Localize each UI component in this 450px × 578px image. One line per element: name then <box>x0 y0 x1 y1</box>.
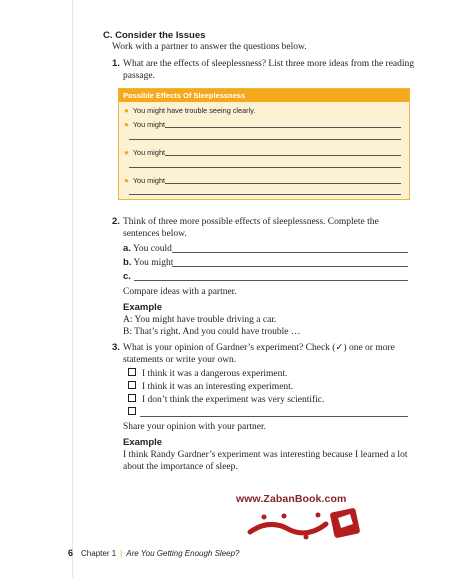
checkbox[interactable] <box>128 394 136 402</box>
effects-bullet-1 <box>124 106 255 115</box>
answer-b-label: b. <box>123 257 132 268</box>
answer-line[interactable] <box>129 194 401 195</box>
answer-line[interactable] <box>140 416 408 417</box>
effects-bullet-3 <box>124 148 165 157</box>
bullet-icon: ● <box>124 106 129 115</box>
bullet-icon: ● <box>124 148 129 157</box>
answer-a-label: a. <box>123 243 131 254</box>
question-1-number: 1. <box>112 58 120 69</box>
compare-instruction: Compare ideas with a partner. <box>123 287 237 297</box>
option-own[interactable] <box>128 407 142 419</box>
effects-bullet-2 <box>124 120 165 129</box>
option-3-text: I don’t think the experiment was very scientific. <box>142 395 325 405</box>
watermark-logo <box>240 506 380 551</box>
effects-bullet-4-text: You might <box>132 176 166 185</box>
question-2-number: 2. <box>112 216 120 227</box>
page-number: 6 <box>68 548 74 558</box>
answer-line[interactable] <box>165 155 401 156</box>
answer-line[interactable] <box>172 266 408 267</box>
question-3-text-line2: statements or write your own. <box>123 355 237 365</box>
example-line-b: B: That’s right. And you could have trouble … <box>123 327 301 337</box>
question-2-text-line2: sentences below. <box>123 229 187 239</box>
question-1-text-line1: What are the effects of sleeplessness? List three more ideas from the reading <box>123 59 415 69</box>
option-1-text: I think it was a dangerous experiment. <box>142 369 288 379</box>
bullet-icon: ● <box>124 120 129 129</box>
watermark-logo-graphic <box>240 506 380 546</box>
page-edge <box>72 0 73 578</box>
page-footer <box>68 548 240 558</box>
example-title: Example <box>123 302 163 313</box>
effects-bullet-1-text: You might have trouble seeing clearly. <box>132 106 256 115</box>
answer-line[interactable] <box>165 127 401 128</box>
share-instruction: Share your opinion with your partner. <box>123 422 267 432</box>
effects-box <box>118 88 410 200</box>
section-intro: Work with a partner to answer the questions below. <box>112 42 307 52</box>
question-3-text-line1: What is your opinion of Gardner’s experiment? Check (✓) one or more <box>123 343 395 353</box>
answer-b-text: You might <box>133 258 174 268</box>
effects-box-title: Possible Effects Of Sleeplessness <box>119 89 409 102</box>
option-2[interactable] <box>128 381 293 393</box>
effects-bullet-4 <box>124 176 165 185</box>
effects-bullet-2-text: You might <box>132 120 166 129</box>
option-1[interactable] <box>128 368 287 380</box>
answer-line[interactable] <box>172 252 408 253</box>
example-title: Example <box>123 437 163 448</box>
answer-line[interactable] <box>129 139 401 140</box>
bullet-icon: ● <box>124 176 129 185</box>
answer-c <box>123 271 131 282</box>
answer-line[interactable] <box>165 183 401 184</box>
answer-a-text: You could <box>132 244 172 254</box>
answer-a <box>123 243 172 254</box>
option-3[interactable] <box>128 394 324 406</box>
question-3-number: 3. <box>112 342 120 353</box>
example-line-2: about the importance of sleep. <box>123 462 238 472</box>
answer-b <box>123 257 173 268</box>
watermark-url: www.ZabanBook.com <box>236 493 347 505</box>
checkbox[interactable] <box>128 407 136 415</box>
question-2-text-line1: Think of three more possible effects of sleeplessness. Complete the <box>123 217 379 227</box>
chapter-label: Chapter 1 <box>81 548 117 558</box>
answer-line[interactable] <box>134 280 408 281</box>
answer-line[interactable] <box>129 167 401 168</box>
chapter-title: Are You Getting Enough Sleep? <box>126 548 240 558</box>
checkbox[interactable] <box>128 368 136 376</box>
example-line-1: I think Randy Gardner’s experiment was interesting because I learned a lot <box>123 450 408 460</box>
footer-separator: | <box>120 548 123 558</box>
checkbox[interactable] <box>128 381 136 389</box>
option-2-text: I think it was an interesting experiment. <box>142 382 294 392</box>
effects-bullet-3-text: You might <box>132 148 166 157</box>
question-1-text-line2: passage. <box>123 71 155 81</box>
section-title: C. Consider the Issues <box>103 30 206 41</box>
answer-c-label: c. <box>123 271 131 282</box>
example-line-a: A: You might have trouble driving a car. <box>123 315 277 325</box>
